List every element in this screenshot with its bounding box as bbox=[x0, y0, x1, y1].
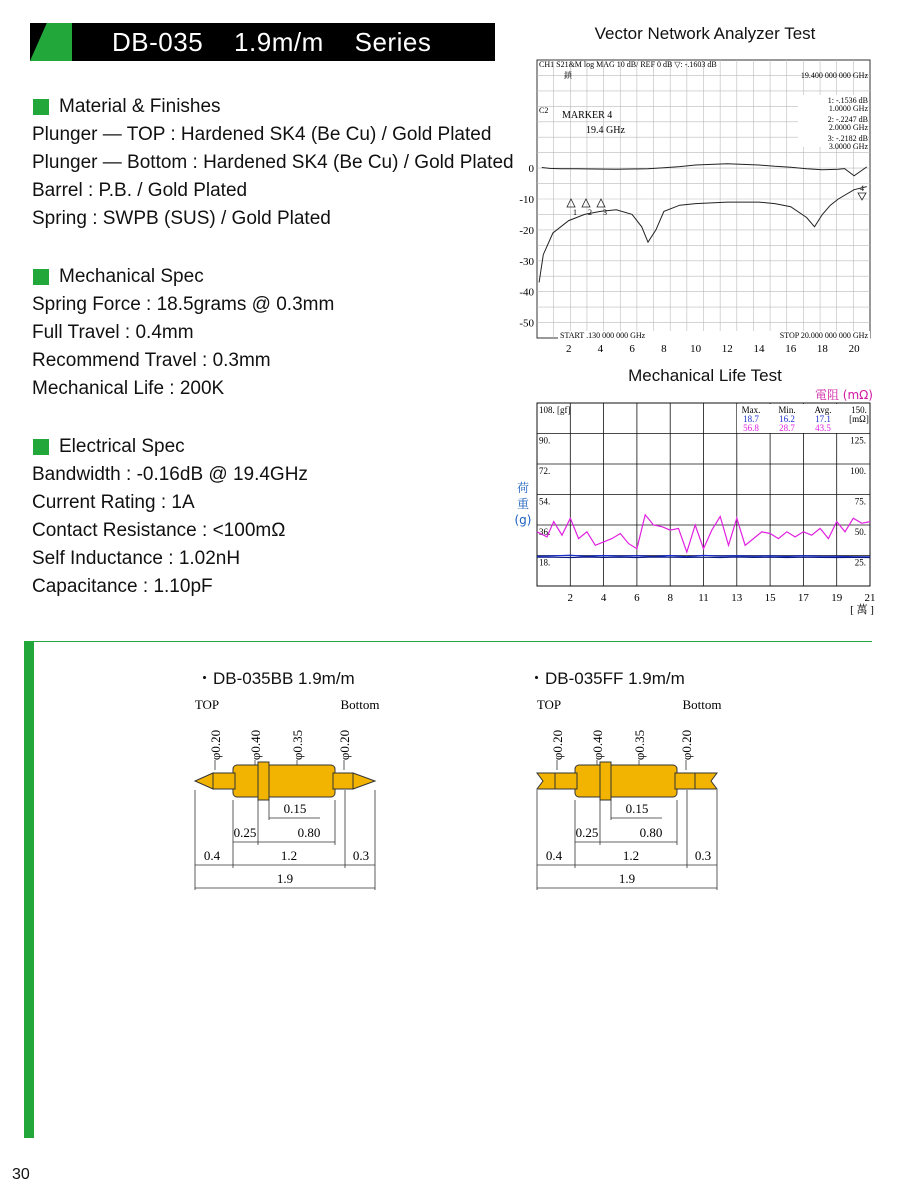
dim-19: 1.9 bbox=[618, 871, 636, 886]
vna-x-tick: 4 bbox=[597, 343, 604, 355]
mechanical-line-1: Spring Force : 18.5grams @ 0.3mm bbox=[32, 294, 335, 315]
electrical-line-5: Capacitance : 1.10pF bbox=[32, 576, 213, 597]
life-right-tick: 100. bbox=[850, 466, 866, 476]
dim-12: 1.2 bbox=[622, 848, 640, 863]
life-x-tick: 4 bbox=[600, 592, 607, 604]
stat-max-1: 18.7 bbox=[743, 414, 759, 424]
material-line-1: Plunger — TOP : Hardened SK4 (Be Cu) / Gold Plated bbox=[32, 124, 492, 145]
probe-collar bbox=[600, 762, 611, 800]
vna-y-tick: -40 bbox=[519, 286, 534, 299]
material-line-3: Barrel : P.B. / Gold Plated bbox=[32, 180, 248, 201]
dim-025: 0.25 bbox=[575, 825, 599, 840]
probe-top-tip bbox=[537, 773, 555, 789]
probe-bb-title: ・DB-035BB 1.9m/m bbox=[196, 669, 355, 688]
vna-m3f: 3.0000 GHz bbox=[828, 142, 868, 151]
vna-x-tick: 6 bbox=[629, 343, 635, 355]
electrical-line-1: Bandwidth : -0.16dB @ 19.4GHz bbox=[32, 464, 308, 485]
life-left-tick: 18. bbox=[539, 557, 551, 568]
diameter-label-2: φ0.40 bbox=[590, 729, 605, 761]
dim-03: 0.3 bbox=[352, 848, 370, 863]
vna-m2: 2: -.2247 dB bbox=[827, 115, 868, 124]
diameter-label-1: φ0.20 bbox=[208, 729, 223, 761]
stat-unit-bottom: [mΩ] bbox=[849, 414, 869, 424]
life-right-unit: 電阻 (mΩ) bbox=[814, 388, 873, 402]
vna-y-tick: 0 bbox=[528, 163, 534, 176]
life-trace-3 bbox=[537, 557, 870, 558]
stat-head-avg: Avg. bbox=[814, 405, 832, 415]
diameter-label-2: φ0.40 bbox=[248, 729, 263, 761]
marker-num-3: 3 bbox=[603, 208, 607, 217]
probe-ff-drawing bbox=[527, 690, 727, 895]
diameter-label-1: φ0.20 bbox=[550, 729, 565, 761]
stat-unit-top: 150. bbox=[851, 405, 867, 415]
dim-015: 0.15 bbox=[625, 801, 649, 816]
electrical-line-4: Self Inductance : 1.02nH bbox=[32, 548, 241, 569]
life-left-tick: 54. bbox=[539, 496, 551, 507]
dim-12: 1.2 bbox=[280, 848, 298, 863]
life-x-tick: 13 bbox=[731, 592, 743, 604]
page-number: 30 bbox=[12, 1166, 30, 1183]
life-x-tick: 17 bbox=[797, 592, 809, 604]
vna-c2: C2 bbox=[539, 106, 549, 115]
vna-header-line: CH1 S21&M log MAG 10 dB/ REF 0 dB ▽: -.1603 dB bbox=[539, 60, 717, 69]
probe-top-shaft bbox=[213, 773, 235, 789]
dim-19: 1.9 bbox=[276, 871, 294, 886]
vna-stop: STOP 20.000 000 000 GHz bbox=[779, 331, 868, 340]
vna-title: Vector Network Analyzer Test bbox=[594, 24, 816, 43]
dim-04: 0.4 bbox=[545, 848, 563, 863]
mechanical-line-3: Recommend Travel : 0.3mm bbox=[32, 350, 271, 371]
life-x-tick: 2 bbox=[567, 592, 574, 604]
vna-m3: 3: -.2182 dB bbox=[827, 134, 868, 143]
probe-bottom-shaft bbox=[333, 773, 353, 789]
dim-080: 0.80 bbox=[297, 825, 321, 840]
vna-m2f: 2.0000 GHz bbox=[828, 123, 868, 132]
stat-min-2: 28.7 bbox=[779, 423, 795, 433]
green-square-icon bbox=[33, 269, 49, 285]
life-right-tick: 75. bbox=[854, 496, 866, 507]
life-right-tick: 125. bbox=[850, 435, 866, 446]
probe-body bbox=[195, 762, 375, 800]
electrical-line-2: Current Rating : 1A bbox=[32, 492, 195, 513]
diameter-label-4: φ0.20 bbox=[679, 729, 694, 761]
diameter-label-3: φ0.35 bbox=[632, 729, 647, 761]
probe-top-label: TOP bbox=[194, 697, 220, 712]
stat-max-2: 56.8 bbox=[743, 423, 759, 433]
vna-lock-icon: 鎖 bbox=[564, 71, 572, 80]
life-left-tick: 72. bbox=[539, 466, 551, 476]
probe-ff-title: ・DB-035FF 1.9m/m bbox=[528, 669, 685, 688]
vna-marker-freq: 19.4 GHz bbox=[586, 125, 625, 136]
section-divider bbox=[24, 641, 872, 642]
vna-x-tick: 20 bbox=[848, 343, 860, 355]
diameter-label-4: φ0.20 bbox=[337, 729, 352, 761]
marker-num-2: 2 bbox=[588, 208, 592, 217]
vna-x-tick: 12 bbox=[721, 343, 733, 355]
vna-marker-label: MARKER 4 bbox=[562, 110, 613, 121]
material-heading: Material & Finishes bbox=[33, 96, 221, 118]
green-side-bar bbox=[24, 642, 34, 1138]
dim-025: 0.25 bbox=[233, 825, 257, 840]
vna-y-tick: -50 bbox=[519, 317, 534, 330]
life-x-tick: 15 bbox=[764, 592, 776, 604]
probe-bottom-tip bbox=[353, 773, 375, 789]
life-right-tick: 25. bbox=[854, 557, 866, 568]
stat-head-max: Max. bbox=[741, 405, 761, 415]
life-title: Mechanical Life Test bbox=[628, 366, 782, 385]
diameter-label-3: φ0.35 bbox=[290, 729, 305, 761]
mechanical-heading: Mechanical Spec bbox=[33, 266, 204, 288]
probe-bottom-label: Bottom bbox=[340, 697, 380, 712]
electrical-heading: Electrical Spec bbox=[33, 436, 185, 458]
mechanical-line-4: Mechanical Life : 200K bbox=[32, 378, 225, 399]
material-line-2: Plunger — Bottom : Hardened SK4 (Be Cu) / Gold Plated bbox=[32, 152, 514, 173]
life-left-tick: 36. bbox=[539, 527, 551, 537]
life-x-unit: [ 萬 ] bbox=[850, 604, 874, 616]
dim-04: 0.4 bbox=[203, 848, 221, 863]
vna-m1f: 1.0000 GHz bbox=[828, 104, 868, 113]
mechanical-line-2: Full Travel : 0.4mm bbox=[32, 322, 194, 343]
probe-bb-drawing bbox=[185, 690, 385, 895]
marker-num-1: 1 bbox=[573, 208, 577, 217]
life-chart bbox=[530, 400, 880, 625]
stat-min-1: 16.2 bbox=[779, 414, 795, 424]
stat-avg-2: 43.5 bbox=[815, 423, 831, 433]
vna-x-tick: 8 bbox=[661, 343, 667, 355]
vna-y-tick: -20 bbox=[519, 224, 534, 237]
life-left-axis-label: 荷 重 (g) bbox=[514, 481, 532, 527]
dim-015: 0.15 bbox=[283, 801, 307, 816]
vna-freq-line: 19.400 000 000 GHz bbox=[800, 71, 868, 80]
probe-top-label: TOP bbox=[536, 697, 562, 712]
dim-03: 0.3 bbox=[694, 848, 712, 863]
material-line-4: Spring : SWPB (SUS) / Gold Plated bbox=[32, 208, 331, 229]
vna-x-tick: 18 bbox=[816, 343, 828, 355]
life-left-tick: 90. bbox=[539, 435, 551, 446]
dim-080: 0.80 bbox=[639, 825, 663, 840]
green-square-icon bbox=[33, 439, 49, 455]
marker-num-4: 4 bbox=[860, 184, 864, 193]
probe-top-tip bbox=[195, 773, 213, 789]
life-right-tick: 50. bbox=[854, 527, 866, 537]
vna-start: START .130 000 000 GHz bbox=[560, 331, 646, 340]
probe-bottom-shaft bbox=[675, 773, 695, 789]
life-x-tick: 6 bbox=[634, 592, 640, 604]
stat-avg-1: 17.1 bbox=[815, 414, 831, 424]
electrical-line-3: Contact Resistance : <100mΩ bbox=[32, 520, 286, 541]
vna-y-tick: -30 bbox=[519, 255, 534, 268]
probe-barrel bbox=[575, 765, 677, 797]
vna-chart bbox=[500, 55, 880, 355]
vna-y-tick: -10 bbox=[519, 194, 534, 206]
life-x-tick: 8 bbox=[667, 592, 673, 604]
page-title: DB-035 1.9m/m Series bbox=[112, 27, 432, 57]
vna-x-tick: 16 bbox=[785, 343, 797, 355]
green-square-icon bbox=[33, 99, 49, 115]
life-x-tick: 11 bbox=[698, 592, 709, 604]
life-left-tick: 108. [gf] bbox=[539, 405, 571, 415]
vna-m1: 1: -.1536 dB bbox=[827, 96, 868, 105]
life-x-tick: 21 bbox=[864, 592, 876, 604]
probe-top-shaft bbox=[555, 773, 577, 789]
probe-bottom-tip bbox=[695, 773, 717, 789]
probe-barrel bbox=[233, 765, 335, 797]
life-x-tick: 19 bbox=[831, 592, 843, 604]
probe-body bbox=[537, 762, 717, 800]
vna-x-tick: 14 bbox=[753, 343, 765, 355]
vna-x-tick: 10 bbox=[690, 343, 702, 355]
vna-x-tick: 2 bbox=[565, 343, 572, 355]
stat-head-min: Min. bbox=[778, 405, 796, 415]
probe-bottom-label: Bottom bbox=[682, 697, 722, 712]
probe-collar bbox=[258, 762, 269, 800]
